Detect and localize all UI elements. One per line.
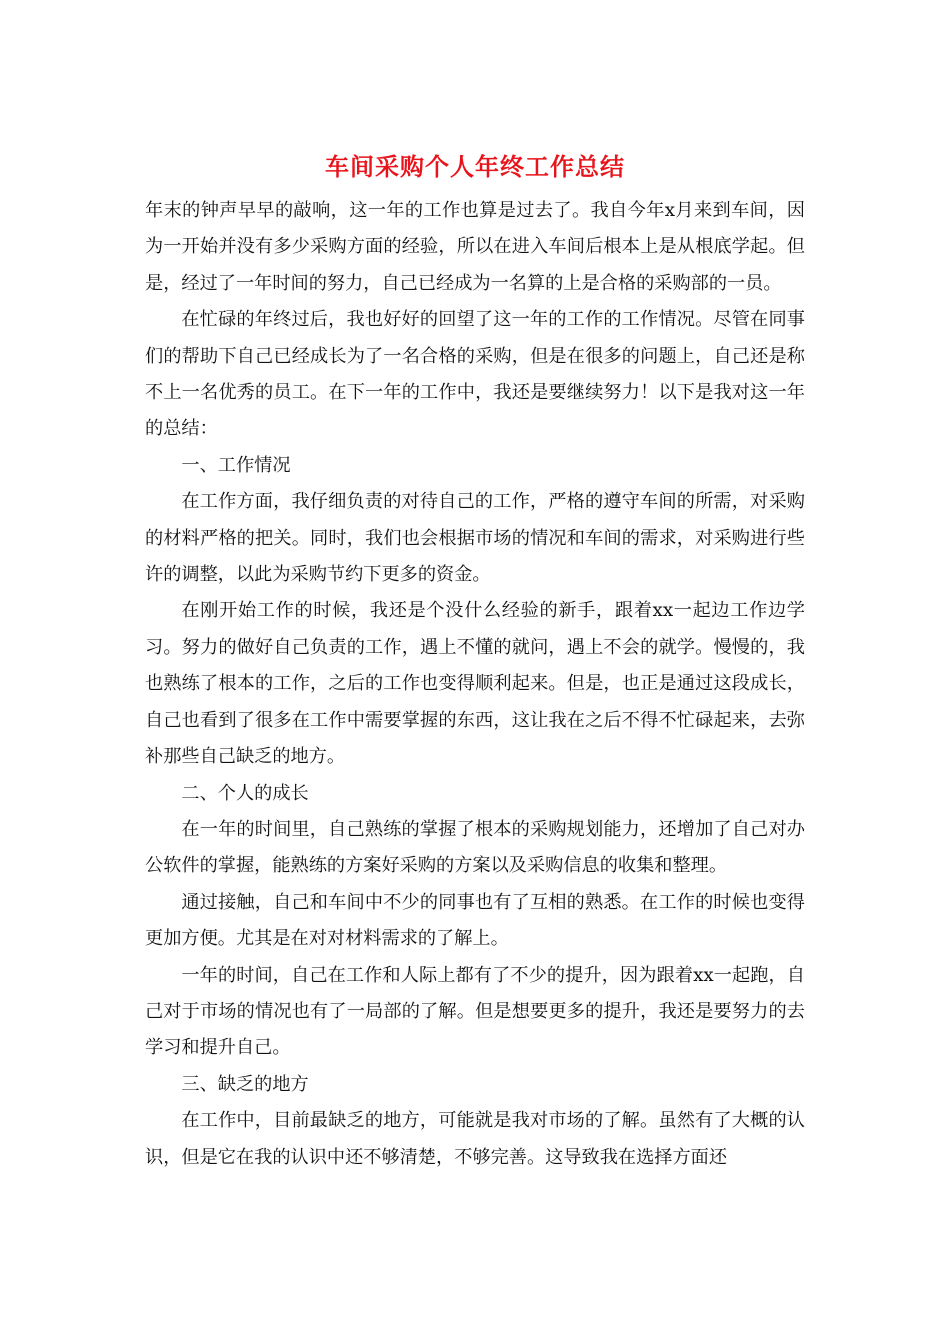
paragraph-intro: 年末的钟声早早的敲响，这一年的工作也算是过去了。我自今年x月来到车间，因为一开始并没有多少采购方面的经验，所以在进入车间后根本上是从根底学起。但是，经过了一年时间的努力，自己已经成为一名算的上是合格的采购部的一员。 — [145, 200, 805, 294]
paragraph-growth-skills: 在一年的时间里，自己熟练的掌握了根本的采购规划能力，还增加了自己对办公软件的掌握，能熟练的方案好采购的方案以及采购信息的收集和整理。 — [145, 818, 805, 877]
document-title: 车间采购个人年终工作总结 — [325, 152, 625, 181]
paragraph-work-attitude: 在工作方面，我仔细负责的对待自己的工作，严格的遵守车间的所需，对采购的材料严格的把关。同时，我们也会根据市场的情况和车间的需求，对采购进行些许的调整，以此为采购节约下更多的资金。 — [145, 491, 805, 586]
paragraph-work-learning: 在刚开始工作的时候，我还是个没什么经验的新手，跟着xx一起边工作边学习。努力的做好自己负责的工作，遇上不懂的就问，遇上不会的就学。慢慢的，我也熟练了根本的工作，之后的工作也变得顺利起来。但是，也正是通过这段成长，自己也看到了很多在工作中需要掌握的东西，这让我在之后不得不忙碌起来，去弥补那些自己缺乏的地方。 — [145, 600, 805, 768]
section-heading-shortcomings: 三、缺乏的地方 — [181, 1073, 309, 1095]
paragraph-growth-colleagues: 通过接触，自己和车间中不少的同事也有了互相的熟悉。在工作的时候也变得更加方便。尤其是在对对材料需求的了解上。 — [145, 891, 805, 950]
paragraph-review: 在忙碌的年终过后，我也好好的回望了这一年的工作的工作情况。尽管在同事们的帮助下自己已经成长为了一名合格的采购，但是在很多的问题上，自己还是称不上一名优秀的员工。在下一年的工作中，我还是要继续努力！以下是我对这一年的总结： — [145, 309, 805, 440]
document-body — [145, 193, 805, 1176]
section-heading-growth: 二、个人的成长 — [181, 782, 309, 804]
paragraph-growth-summary: 一年的时间，自己在工作和人际上都有了不少的提升，因为跟着xx一起跑，自己对于市场的情况也有了一局部的了解。但是想要更多的提升，我还是要努力的去学习和提升自己。 — [145, 964, 805, 1059]
paragraph-shortcomings: 在工作中，目前最缺乏的地方，可能就是我对市场的了解。虽然有了大概的认识，但是它在我的认识中还不够清楚，不够完善。这导致我在选择方面还 — [145, 1110, 805, 1168]
section-heading-work: 一、工作情况 — [181, 454, 291, 476]
